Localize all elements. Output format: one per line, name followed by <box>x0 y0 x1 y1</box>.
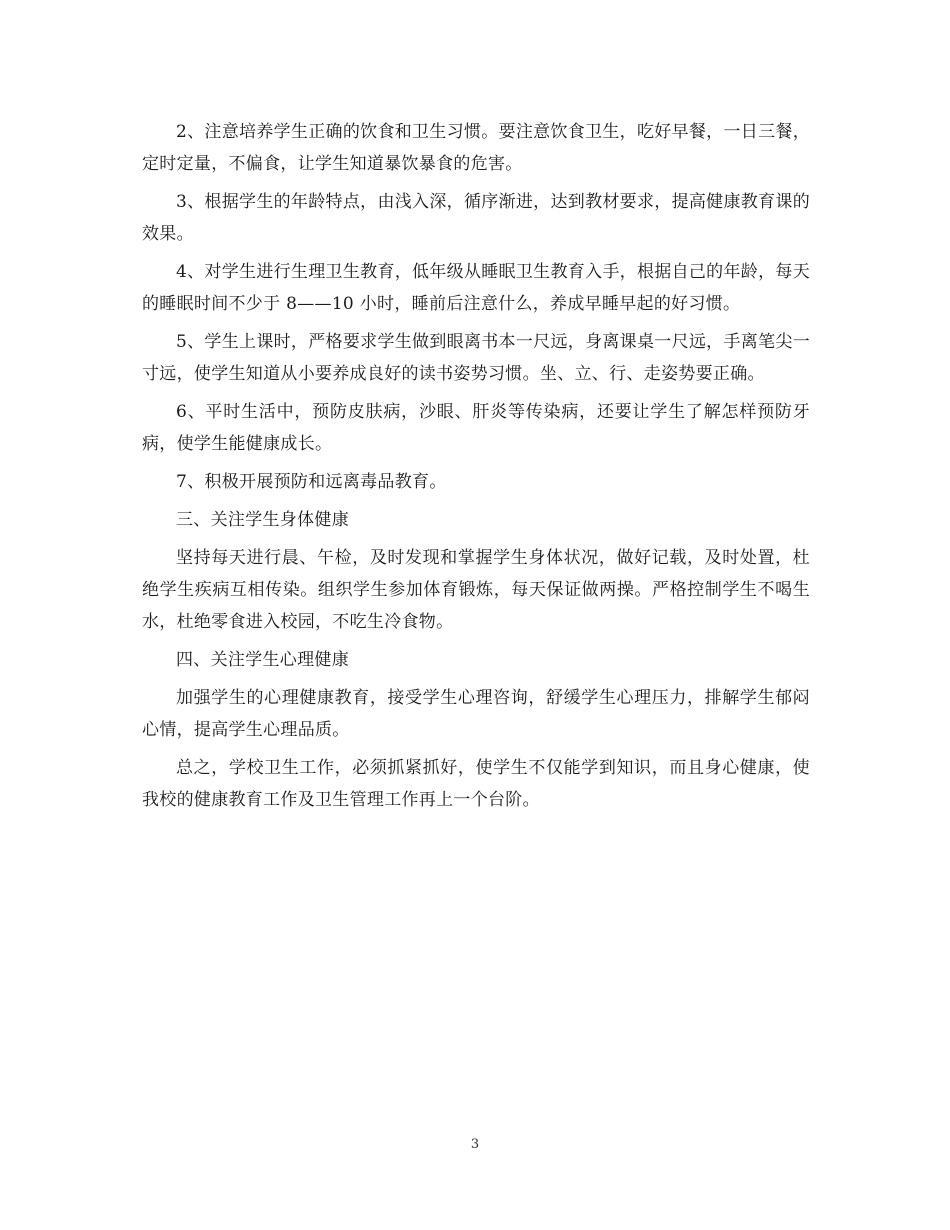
paragraph-conclusion: 总之，学校卫生工作，必须抓紧抓好，使学生不仅能学到知识，而且身心健康，使我校的健康教育工作及卫生管理工作再上一个台阶。 <box>142 758 810 810</box>
document-body <box>142 116 810 822</box>
paragraph-physical-health: 坚持每天进行晨、午检，及时发现和掌握学生身体状况，做好记载，及时处置，杜绝学生疾病互相传染。组织学生参加体育锻炼，每天保证做两操。严格控制学生不喝生水，杜绝零食进入校园，不吃生冷食物。 <box>142 548 810 632</box>
paragraph-item-3: 3、根据学生的年龄特点，由浅入深，循序渐进，达到教材要求，提高健康教育课的效果。 <box>142 192 810 244</box>
paragraph-item-2: 2、注意培养学生正确的饮食和卫生习惯。要注意饮食卫生，吃好早餐，一日三餐，定时定量，不偏食，让学生知道暴饮暴食的危害。 <box>142 122 810 174</box>
paragraph-mental-health: 加强学生的心理健康教育，接受学生心理咨询，舒缓学生心理压力，排解学生郁闷心情，提高学生心理品质。 <box>142 688 810 740</box>
page-number: 3 <box>470 1137 480 1152</box>
paragraph-item-4: 4、对学生进行生理卫生教育，低年级从睡眠卫生教育入手，根据自己的年龄，每天的睡眠时间不少于 8——10 小时，睡前后注意什么，养成早睡早起的好习惯。 <box>142 262 810 314</box>
section-heading-physical-health: 三、关注学生身体健康 <box>176 510 349 530</box>
paragraph-item-6: 6、平时生活中，预防皮肤病，沙眼、肝炎等传染病，还要让学生了解怎样预防牙病，使学生能健康成长。 <box>142 402 810 454</box>
paragraph-item-7: 7、积极开展预防和远离毒品教育。 <box>176 472 447 492</box>
paragraph-item-5: 5、学生上课时，严格要求学生做到眼离书本一尺远，身离课桌一尺远，手离笔尖一寸远，使学生知道从小要养成良好的读书姿势习惯。坐、立、行、走姿势要正确。 <box>142 332 810 384</box>
section-heading-mental-health: 四、关注学生心理健康 <box>176 650 349 670</box>
